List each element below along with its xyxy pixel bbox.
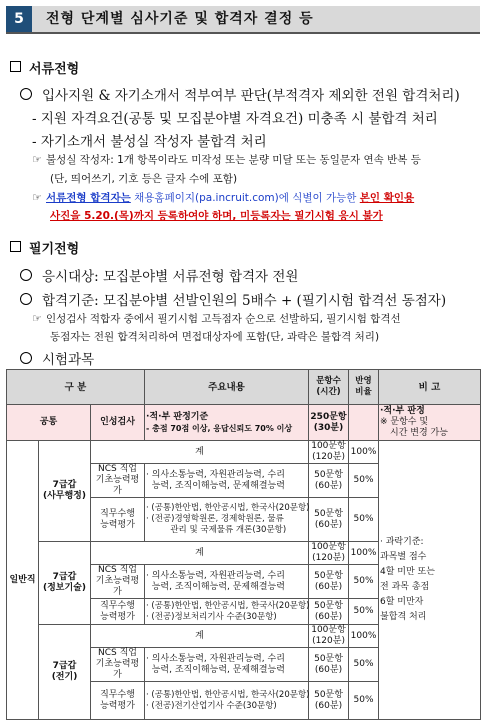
general-label: 일반직 (7, 441, 39, 720)
common-label: 공통 (7, 405, 91, 441)
table-row: 일반직 7급갑 (사무행정) 계 100문항 (120분) 100% · 과락기준: 과목별 점수 4할 미만 또는 전 과목 총점 6할 미만자 불합격 처리 (7, 441, 481, 464)
exam-subjects-table (6, 369, 481, 720)
circle-bullet-icon (20, 88, 32, 100)
doc-note-1b: (단, 띄어쓰기, 기호 등은 글자 수에 포함) (50, 173, 238, 185)
table-row: 7급갑 (전기) 계 100문항 (120분) 100% (7, 625, 481, 648)
table-row-common (7, 405, 481, 441)
col-header-note: 비 고 (379, 370, 481, 405)
group-name: 7급갑 (사무행정) (39, 441, 91, 542)
section-number: 5 (6, 6, 32, 32)
table-row: 7급갑 (정보기술) 계 100문항 (120분) 100% (7, 542, 481, 565)
written-bullet-3: 시험과목 (20, 348, 94, 368)
group-name: 7급갑 (정보기술) (39, 542, 91, 625)
circle-bullet-icon (20, 269, 32, 281)
pointing-hand-icon: ☞ (32, 312, 42, 325)
doc-dash-1: - 지원 자격요건(공통 및 모집분야별 자격요건) 미충족 시 불합격 처리 (32, 111, 438, 127)
common-subject: 인성검사 (91, 405, 145, 441)
doc-dash-2: - 자기소개서 불성실 작성자 불합격 처리 (32, 134, 267, 150)
square-bullet-icon (10, 61, 21, 72)
written-bullet-1: 응시대상: 모집분야별 서류전형 합격자 전원 (20, 265, 298, 285)
col-header-ratio: 반영 비율 (349, 370, 379, 405)
group-name: 7급갑 (전기) (39, 625, 91, 720)
circle-bullet-icon (20, 293, 32, 305)
table-row: NCS 직업 기초능력평가 · 의사소통능력, 자원관리능력, 수리 능력, 조직이해능력, 문제해결능력 50문항 (60분) 50% (7, 565, 481, 599)
section-written-test: 필기전형 (10, 238, 79, 257)
section-header (6, 6, 480, 34)
table-row: NCS 직업 기초능력평가 · 의사소통능력, 자원관리능력, 수리 능력, 조직이해능력, 문제해결능력 50문항 (60분) 50% (7, 464, 481, 498)
col-header-division: 구 분 (7, 370, 145, 405)
pointing-hand-icon: ☞ (32, 191, 42, 204)
table-row: 직무수행 능력평가 · (공통)한안법, 한안공시법, 한국사(20문항) · (전공)정보처리기사 수준(30문항) 50문항 (60분) 50% (7, 599, 481, 625)
col-header-items: 문항수 (시간) (309, 370, 349, 405)
circle-bullet-icon (20, 352, 32, 364)
common-note: ·적·부 판정 ※ 문항수 및 시간 변경 가능 (379, 405, 481, 441)
doc-note-2b: 사진을 5.20.(목)까지 등록하여야 하며, 미등록자는 필기시험 응시 불가 (50, 210, 383, 222)
written-note-1: ☞ 인성검사 적합자 중에서 필기시험 고득점자 순으로 선발하되, 필기시험 합격선 (32, 312, 401, 325)
written-note-1b: 동점자는 전원 합격처리하여 면접대상자에 포함(단, 과락은 불합격 처리) (50, 331, 380, 343)
common-content: ·적·부 판정기준 - 총점 70점 이상, 응답신뢰도 70% 이상 (145, 405, 309, 441)
common-items: 250문항 (30분) (309, 405, 349, 441)
doc-note-2: ☞ 서류전형 합격자는 채용홈페이지(pa.incruit.com)에 식별이 가능한 본인 확인용 (32, 191, 415, 204)
table-row: 직무수행 능력평가 · (공통)한안법, 한안공시법, 한국사(20문항) · (전공)전기산업기사 수준(30문항) 50문항 (60분) 50% (7, 682, 481, 720)
square-bullet-icon (10, 241, 21, 252)
section-title: 전형 단계별 심사기준 및 합격자 결정 등 (46, 11, 314, 27)
doc-note-1: ☞ 불성실 작성자: 1개 항목이라도 미작성 또는 분량 미달 또는 동일문자 연속 반복 등 (32, 153, 421, 166)
table-row: 직무수행 능력평가 · (공통)한안법, 한안공시법, 한국사(20문항) · (전공)경영학원론, 경제학원론, 물류 관리 및 국제물류 개론(30문항) 50문항 (60분) 50% (7, 498, 481, 542)
written-bullet-2: 합격기준: 모집분야별 선발인원의 5배수 + (필기시험 합격선 동점자) (20, 289, 446, 309)
section-document-screening: 서류전형 (10, 58, 79, 77)
fail-criteria-note: · 과락기준: 과목별 점수 4할 미만 또는 전 과목 총점 6할 미만자 불합격 처리 (379, 441, 481, 720)
doc-bullet-1: 입사지원 & 자기소개서 적부여부 판단(부적격자 제외한 전원 합격처리) (20, 84, 460, 104)
pointing-hand-icon: ☞ (32, 153, 42, 166)
col-header-content: 주요내용 (145, 370, 309, 405)
table-row: NCS 직업 기초능력평가 · 의사소통능력, 자원관리능력, 수리 능력, 조직이해능력, 문제해결능력 50문항 (60분) 50% (7, 648, 481, 682)
